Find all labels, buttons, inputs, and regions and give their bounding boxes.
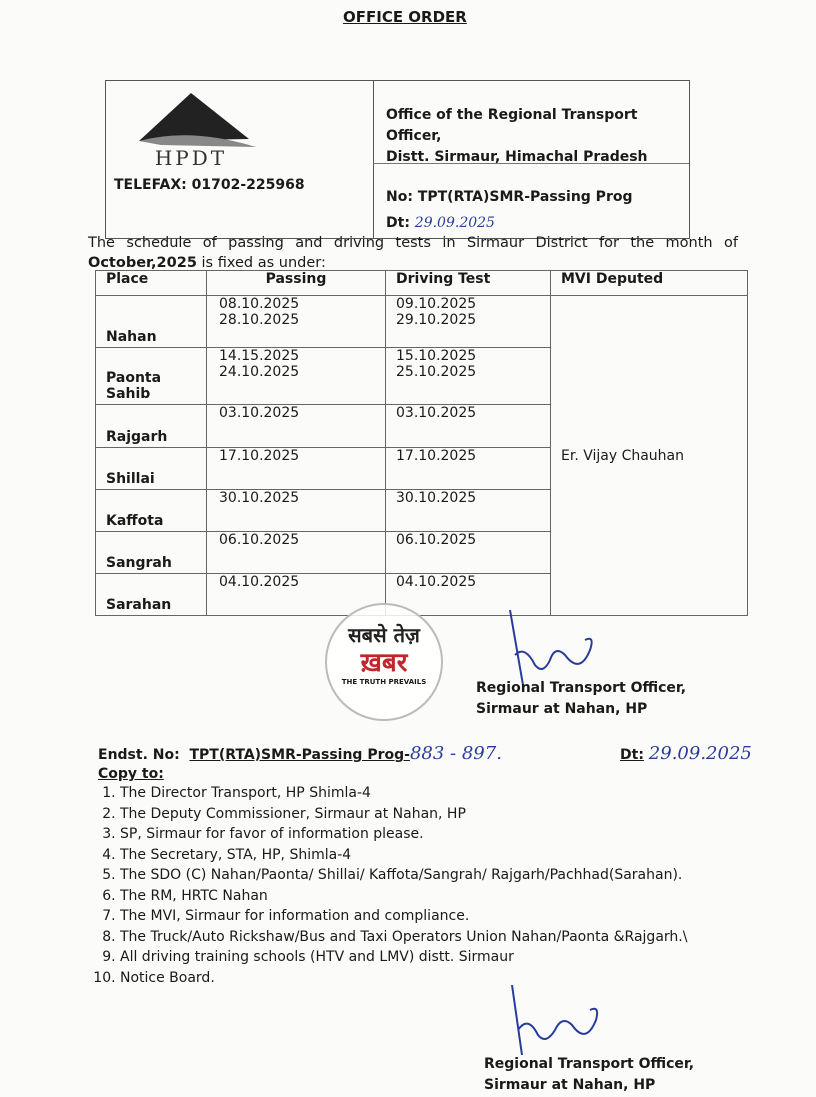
passing-date-cell: 03.10.2025 — [207, 405, 386, 448]
copy-to-heading: Copy to: — [98, 766, 164, 782]
driving-test-date-cell: 15.10.2025 25.10.2025 — [386, 348, 551, 405]
copy-recipient: 4. The Secretary, STA, HP, Shimla-4 — [120, 845, 745, 866]
place-cell: Sangrah — [96, 532, 207, 574]
copy-recipient: 9. All driving training schools (HTV and LMV) distt. Sirmaur — [120, 947, 745, 968]
table-row — [96, 296, 748, 348]
driving-test-date-cell: 09.10.2025 29.10.2025 — [386, 296, 551, 348]
watermark-logo: सबसे तेज़ ख़बर THE TRUTH PREVAILS — [325, 603, 443, 721]
hpdt-logo — [121, 89, 261, 169]
copy-recipient: 10. Notice Board. — [120, 968, 745, 989]
passing-date-cell: 17.10.2025 — [207, 448, 386, 490]
reference-number: No: TPT(RTA)SMR-Passing Prog — [386, 189, 633, 205]
driving-test-date-cell: 30.10.2025 — [386, 490, 551, 532]
passing-date-cell: 06.10.2025 — [207, 532, 386, 574]
signatory-1: Regional Transport Officer, Sirmaur at Nahan, HP — [476, 680, 687, 717]
endorsement-line: Endst. No: TPT(RTA)SMR-Passing Prog-883 - 897. Dt: 29.09.2025 — [98, 743, 752, 764]
svg-text:HPDT: HPDT — [154, 146, 228, 169]
place-cell: Rajgarh — [96, 405, 207, 448]
copy-recipient: 5. The SDO (C) Nahan/Paonta/ Shillai/ Kaffota/Sangrah/ Rajgarh/Pachhad(Sarahan). — [120, 865, 745, 886]
signature-2 — [500, 985, 620, 1060]
document-title: OFFICE ORDER — [343, 8, 467, 26]
copy-recipient: 8. The Truck/Auto Rickshaw/Bus and Taxi Operators Union Nahan/Paonta &Rajgarh.\ — [120, 927, 745, 948]
order-date: Dt: 29.09.2025 — [386, 215, 495, 231]
place-cell: Nahan — [96, 296, 207, 348]
place-cell: Shillai — [96, 448, 207, 490]
place-cell: Sarahan — [96, 574, 207, 616]
driving-test-date-cell: 03.10.2025 — [386, 405, 551, 448]
passing-date-cell: 30.10.2025 — [207, 490, 386, 532]
intro-text: The schedule of passing and driving tests in Sirmaur District for the month of October,2025 is fixed as under: — [88, 235, 738, 271]
mvi-deputed-cell: Er. Vijay Chauhan — [551, 296, 748, 616]
passing-date-cell: 14.15.2025 24.10.2025 — [207, 348, 386, 405]
signatory-2: Regional Transport Officer, Sirmaur at Nahan, HP — [484, 1056, 695, 1093]
copy-recipient: 2. The Deputy Commissioner, Sirmaur at Nahan, HP — [120, 804, 745, 825]
copy-list — [98, 783, 745, 988]
office-name: Office of the Regional Transport Officer, Distt. Sirmaur, Himachal Pradesh — [386, 107, 648, 165]
place-cell: Kaffota — [96, 490, 207, 532]
schedule-table — [95, 270, 748, 616]
driving-test-date-cell: 06.10.2025 — [386, 532, 551, 574]
place-cell: Paonta Sahib — [96, 348, 207, 405]
copy-recipient: 6. The RM, HRTC Nahan — [120, 886, 745, 907]
letterhead-box — [105, 80, 690, 239]
passing-date-cell: 04.10.2025 — [207, 574, 386, 616]
table-header: Place Passing Driving Test MVI Deputed — [96, 271, 748, 296]
passing-date-cell: 08.10.2025 28.10.2025 — [207, 296, 386, 348]
telefax: TELEFAX: 01702-225968 — [114, 177, 305, 193]
copy-recipient: 7. The MVI, Sirmaur for information and compliance. — [120, 906, 745, 927]
copy-recipient: 1. The Director Transport, HP Shimla-4 — [120, 783, 745, 804]
driving-test-date-cell: 17.10.2025 — [386, 448, 551, 490]
copy-recipient: 3. SP, Sirmaur for favor of information please. — [120, 824, 745, 845]
driving-test-date-cell: 04.10.2025 — [386, 574, 551, 616]
